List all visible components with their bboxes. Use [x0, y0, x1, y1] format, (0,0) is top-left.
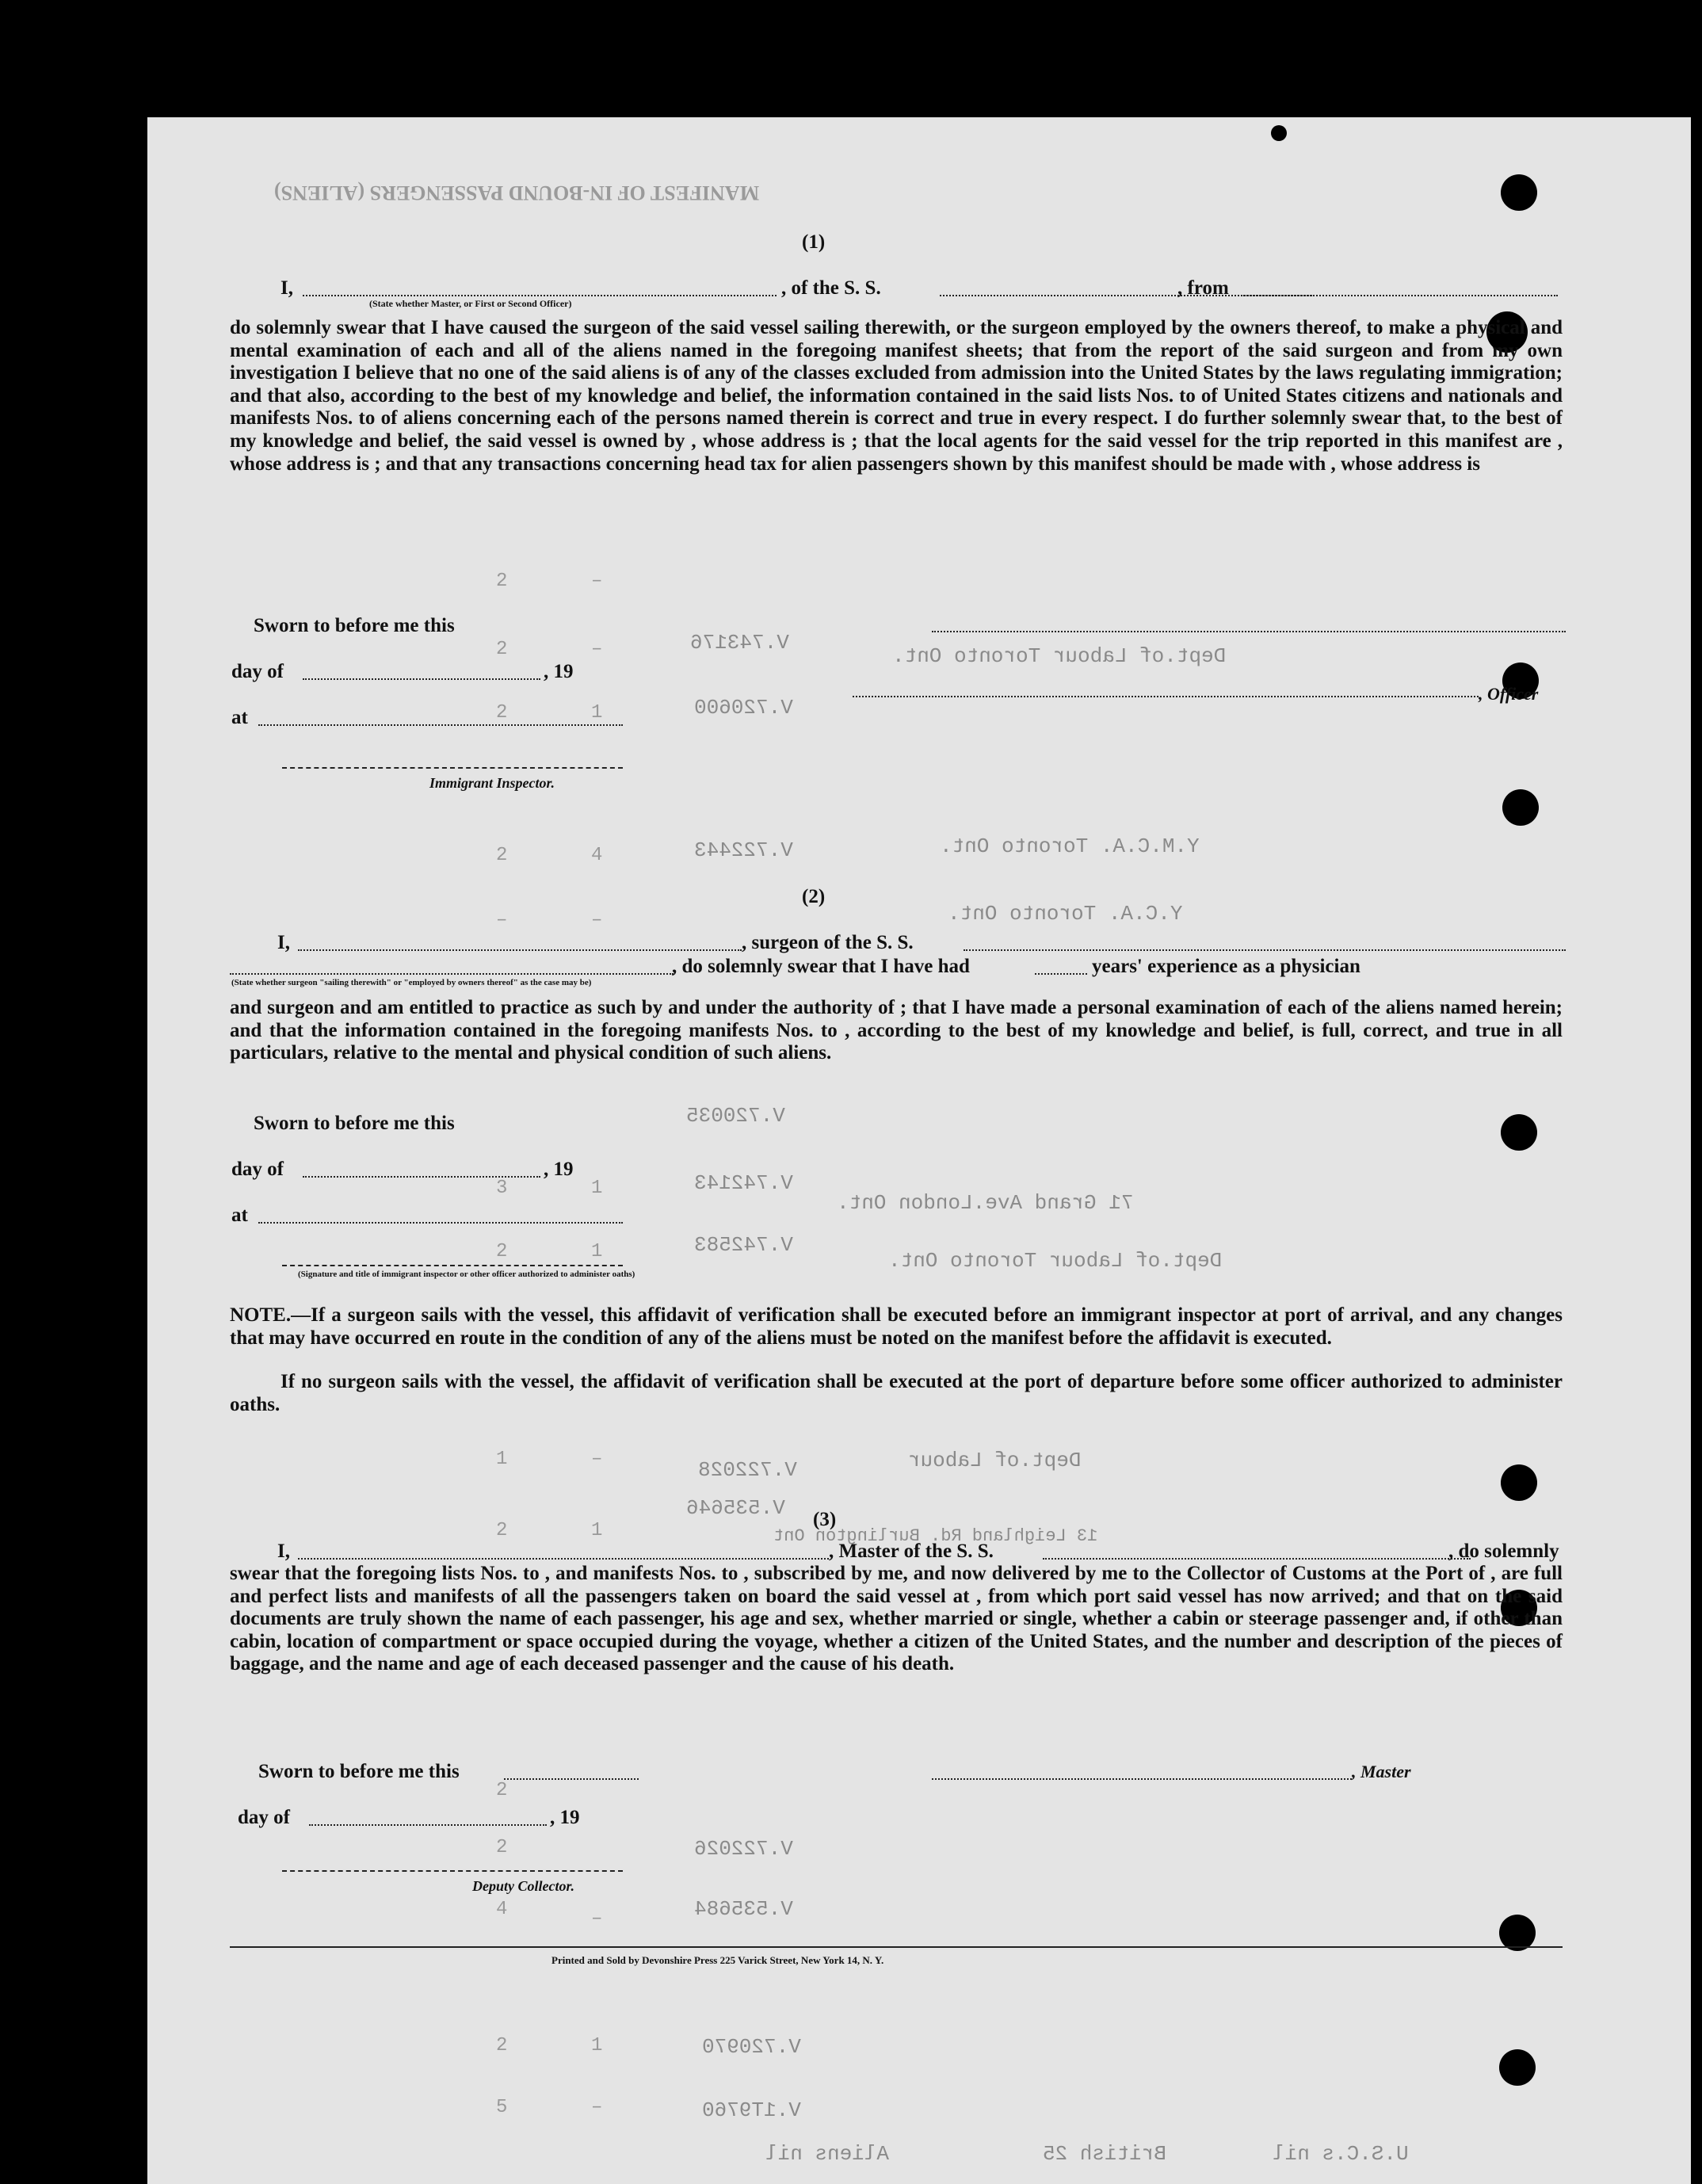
bleed-through-digit: – — [591, 1449, 603, 1470]
punch-hole — [1501, 1464, 1537, 1501]
bleed-through-text: Aliens nil — [765, 2142, 890, 2166]
surgeon-of-ss-label: , surgeon of the S. S. — [742, 932, 914, 953]
officer-label: , Officer — [1479, 684, 1539, 704]
bleed-through-digit: 2 — [496, 1780, 508, 1801]
bleed-through-digit: – — [591, 571, 603, 592]
surgeon-status-field[interactable] — [230, 973, 674, 975]
year-label-1: , 19 — [544, 661, 574, 682]
year-label-2: , 19 — [544, 1159, 574, 1180]
at-field-2[interactable] — [258, 1222, 623, 1224]
bleed-through-text: V.742583 — [694, 1233, 793, 1257]
bleed-through-digit: – — [591, 1908, 603, 1930]
year-label-3: , 19 — [550, 1807, 580, 1828]
deputy-collector-label: Deputy Collector. — [472, 1878, 574, 1894]
bleed-through-text: U.S.C.s nil — [1273, 2142, 1409, 2166]
signature-line-2[interactable] — [282, 1265, 623, 1266]
signature-hint-2: (Signature and title of immigrant inspector or other officer authorized to administer oaths) — [298, 1270, 635, 1279]
bleed-through-digit: 1 — [591, 1241, 603, 1262]
sworn-label-1: Sworn to before me this — [254, 615, 455, 636]
immigrant-inspector-label: Immigrant Inspector. — [429, 775, 555, 791]
bleed-through-digit: 1 — [591, 702, 603, 724]
punch-hole — [1499, 2049, 1536, 2086]
bleed-through-digit: 1 — [496, 1449, 508, 1470]
bleed-through-digit: 4 — [591, 845, 603, 866]
signature-line-3[interactable] — [282, 1870, 623, 1872]
bleed-through-digit: 1 — [591, 1178, 603, 1199]
day-of-label-3: day of — [238, 1807, 290, 1828]
years-field[interactable] — [1035, 973, 1087, 975]
section-3-I: I, — [277, 1541, 290, 1562]
bleed-through-text: V.742143 — [694, 1171, 793, 1195]
officer-rank-field[interactable] — [303, 295, 777, 296]
from-port-field[interactable] — [1241, 295, 1558, 296]
master-label: , Master — [1352, 1762, 1411, 1781]
of-ss-label: , of the S. S. — [781, 277, 881, 299]
bleed-through-text: V.722443 — [694, 838, 793, 862]
bleed-through-header: MANIFEST OF IN-BOUND PASSENGERS (ALIENS) — [274, 181, 760, 204]
punch-hole — [1501, 174, 1537, 211]
sworn-label-3: Sworn to before me this — [258, 1761, 460, 1782]
bleed-through-text: V.722028 — [698, 1458, 797, 1482]
section-2-number: (2) — [802, 886, 826, 907]
bleed-through-text: V.1T9760 — [702, 2098, 801, 2122]
bleed-through-digit: 2 — [496, 845, 508, 866]
bleed-through-digit: – — [591, 910, 603, 931]
bleed-through-text: V.535646 — [686, 1496, 785, 1520]
day-of-label-2: day of — [231, 1159, 284, 1180]
punch-hole — [1271, 125, 1287, 141]
master-of-ss-label: , Master of the S. S. — [829, 1541, 994, 1562]
master-signature-field[interactable] — [932, 1778, 1352, 1780]
manifest-page — [147, 117, 1691, 2184]
bleed-through-text: Y.M.C.A. Toronto Ont. — [940, 834, 1200, 858]
bleed-through-digit: 2 — [496, 1520, 508, 1541]
bleed-through-digit: 2 — [496, 1241, 508, 1262]
bleed-through-digit: 1 — [591, 2035, 603, 2056]
section-3-number: (3) — [813, 1509, 837, 1530]
printer-imprint: Printed and Sold by Devonshire Press 225 Varick Street, New York 14, N. Y. — [551, 1954, 884, 1966]
bleed-through-text: V.720600 — [694, 696, 793, 720]
bleed-through-digit: – — [591, 639, 603, 660]
note-paragraph-2: If no surgeon sails with the vessel, the affidavit of verification shall be executed at the port of departure before some officer authorized to administer oaths. — [230, 1371, 1563, 1415]
officer-field[interactable] — [853, 696, 1479, 697]
at-label-2: at — [231, 1205, 248, 1226]
surgeon-ship-field[interactable] — [964, 949, 1566, 951]
bleed-through-text: V.722026 — [694, 1837, 793, 1861]
bleed-through-digit: 4 — [496, 1899, 508, 1920]
master-name-field[interactable] — [298, 1558, 829, 1560]
bleed-through-text: 13 Leighland Rd. Burlington Ont — [773, 1526, 1098, 1546]
years-experience-label: years' experience as a physician — [1092, 956, 1360, 977]
punch-hole — [1502, 789, 1539, 826]
at-field-1[interactable] — [258, 724, 623, 726]
section-3-oath: swear that the foregoing lists Nos. to , and manifests Nos. to , subscribed by me, and now delivered by me to the Collector of Customs at the Port of , are full and perfect lists and manifests of all the passengers taken on board the said vessel at , from which port said vessel has now arrived; and that on the said documents are truly shown the name of each passenger, his age and sex, whether married or single, whether a cabin or steerage passenger and, if other than cabin, location of compartment or space occupied during the voyage, whether a citizen of the United States, and the number and description of the pieces of baggage, and the name and age of each deceased passenger and the cause of his death. — [230, 1563, 1563, 1675]
bleed-through-text: 71 Grand Ave.London Ont. — [837, 1191, 1134, 1215]
bleed-through-digit: – — [591, 2097, 603, 2118]
bleed-through-text: V.720035 — [686, 1104, 785, 1128]
bleed-through-text: V.743176 — [690, 631, 789, 655]
sworn-label-2: Sworn to before me this — [254, 1113, 455, 1134]
bleed-through-digit: 1 — [591, 1520, 603, 1541]
section-1-I: I, — [280, 277, 293, 299]
day-of-field-3[interactable] — [309, 1824, 547, 1826]
bleed-through-text: Dept.of Labour Toronto Ont. — [888, 1249, 1223, 1273]
from-label: , from — [1177, 277, 1229, 299]
bleed-through-digit: 2 — [496, 571, 508, 592]
master-ship-field[interactable] — [1043, 1558, 1471, 1560]
bleed-through-text: Y.C.A. Toronto Ont. — [948, 902, 1183, 926]
day-of-label-1: day of — [231, 661, 284, 682]
bleed-through-text: Dept.of Labour — [908, 1449, 1082, 1472]
section-2-I: I, — [277, 932, 290, 953]
officer-rank-hint: (State whether Master, or First or Second Officer) — [369, 298, 572, 309]
officer-signature-field[interactable] — [932, 631, 1566, 632]
footer-rule — [230, 1946, 1563, 1948]
punch-hole — [1501, 1114, 1537, 1151]
section-1-oath: do solemnly swear that I have caused the surgeon of the said vessel sailing therewith, or the surgeon employed by the owners thereof, to make a physical and mental examination of each and all of the aliens named in the foregoing manifest sheets; that from the report of the said surgeon and from my own investigation I believe that no one of the said aliens is of any of the classes excluded from admission into the United States by the laws regulating immigration; and that also, according to the best of my knowledge and belief, the information contained in the said lists Nos. to of United States citizens and nationals and manifests Nos. to of aliens concerning each of the persons named therein is correct and true in every respect. I do further solemnly swear that, to the best of my knowledge and belief, the said vessel is owned by , whose address is ; that the local agents for the said vessel for the trip reported in this manifest are , whose address is ; and that any transactions concerning head tax for alien passengers shown by this manifest should be made with , whose address is — [230, 317, 1563, 475]
bleed-through-digit: 2 — [496, 639, 508, 660]
bleed-through-digit: 3 — [496, 1178, 508, 1199]
signature-line-1[interactable] — [282, 767, 623, 769]
surgeon-status-hint: (State whether surgeon "sailing therewith" or "employed by owners thereof" as the case may be) — [231, 978, 592, 987]
bleed-through-text: British 25 — [1043, 2142, 1167, 2166]
at-label-1: at — [231, 707, 248, 728]
do-solemnly-label: , do solemnly swear that I have had — [672, 956, 970, 977]
surgeon-name-field[interactable] — [298, 949, 742, 951]
bleed-through-digit: 5 — [496, 2097, 508, 2118]
bleed-through-digit: 2 — [496, 2035, 508, 2056]
section-2-oath: and surgeon and am entitled to practice as such by and under the authority of ; that I have made a personal examination of each of the aliens named herein; and that the information contained in the foregoing manifests Nos. to , according to the best of my knowledge and belief, is full, correct, and true in all particulars, relative to the mental and physical condition of such aliens. — [230, 997, 1563, 1064]
bleed-through-digit: 2 — [496, 1837, 508, 1858]
note-paragraph: NOTE.—If a surgeon sails with the vessel, this affidavit of verification shall be executed before an immigrant inspector at port of arrival, and any changes that may have occurred en route in the condition of any of the aliens must be noted on the manifest before the affidavit is executed. — [230, 1304, 1563, 1349]
bleed-through-digit: – — [496, 910, 508, 931]
sworn-field-3[interactable] — [504, 1778, 639, 1780]
bleed-through-text: V.535684 — [694, 1897, 793, 1921]
bleed-through-text: Dept.of Labour Toronto Ont. — [892, 644, 1227, 668]
do-solemnly-label-3: , do solemnly — [1448, 1541, 1559, 1562]
bleed-through-text: V.720970 — [702, 2035, 801, 2059]
bleed-through-digit: 2 — [496, 702, 508, 724]
section-1-number: (1) — [802, 231, 826, 253]
day-of-field-2[interactable] — [303, 1176, 540, 1178]
day-of-field-1[interactable] — [303, 678, 540, 680]
